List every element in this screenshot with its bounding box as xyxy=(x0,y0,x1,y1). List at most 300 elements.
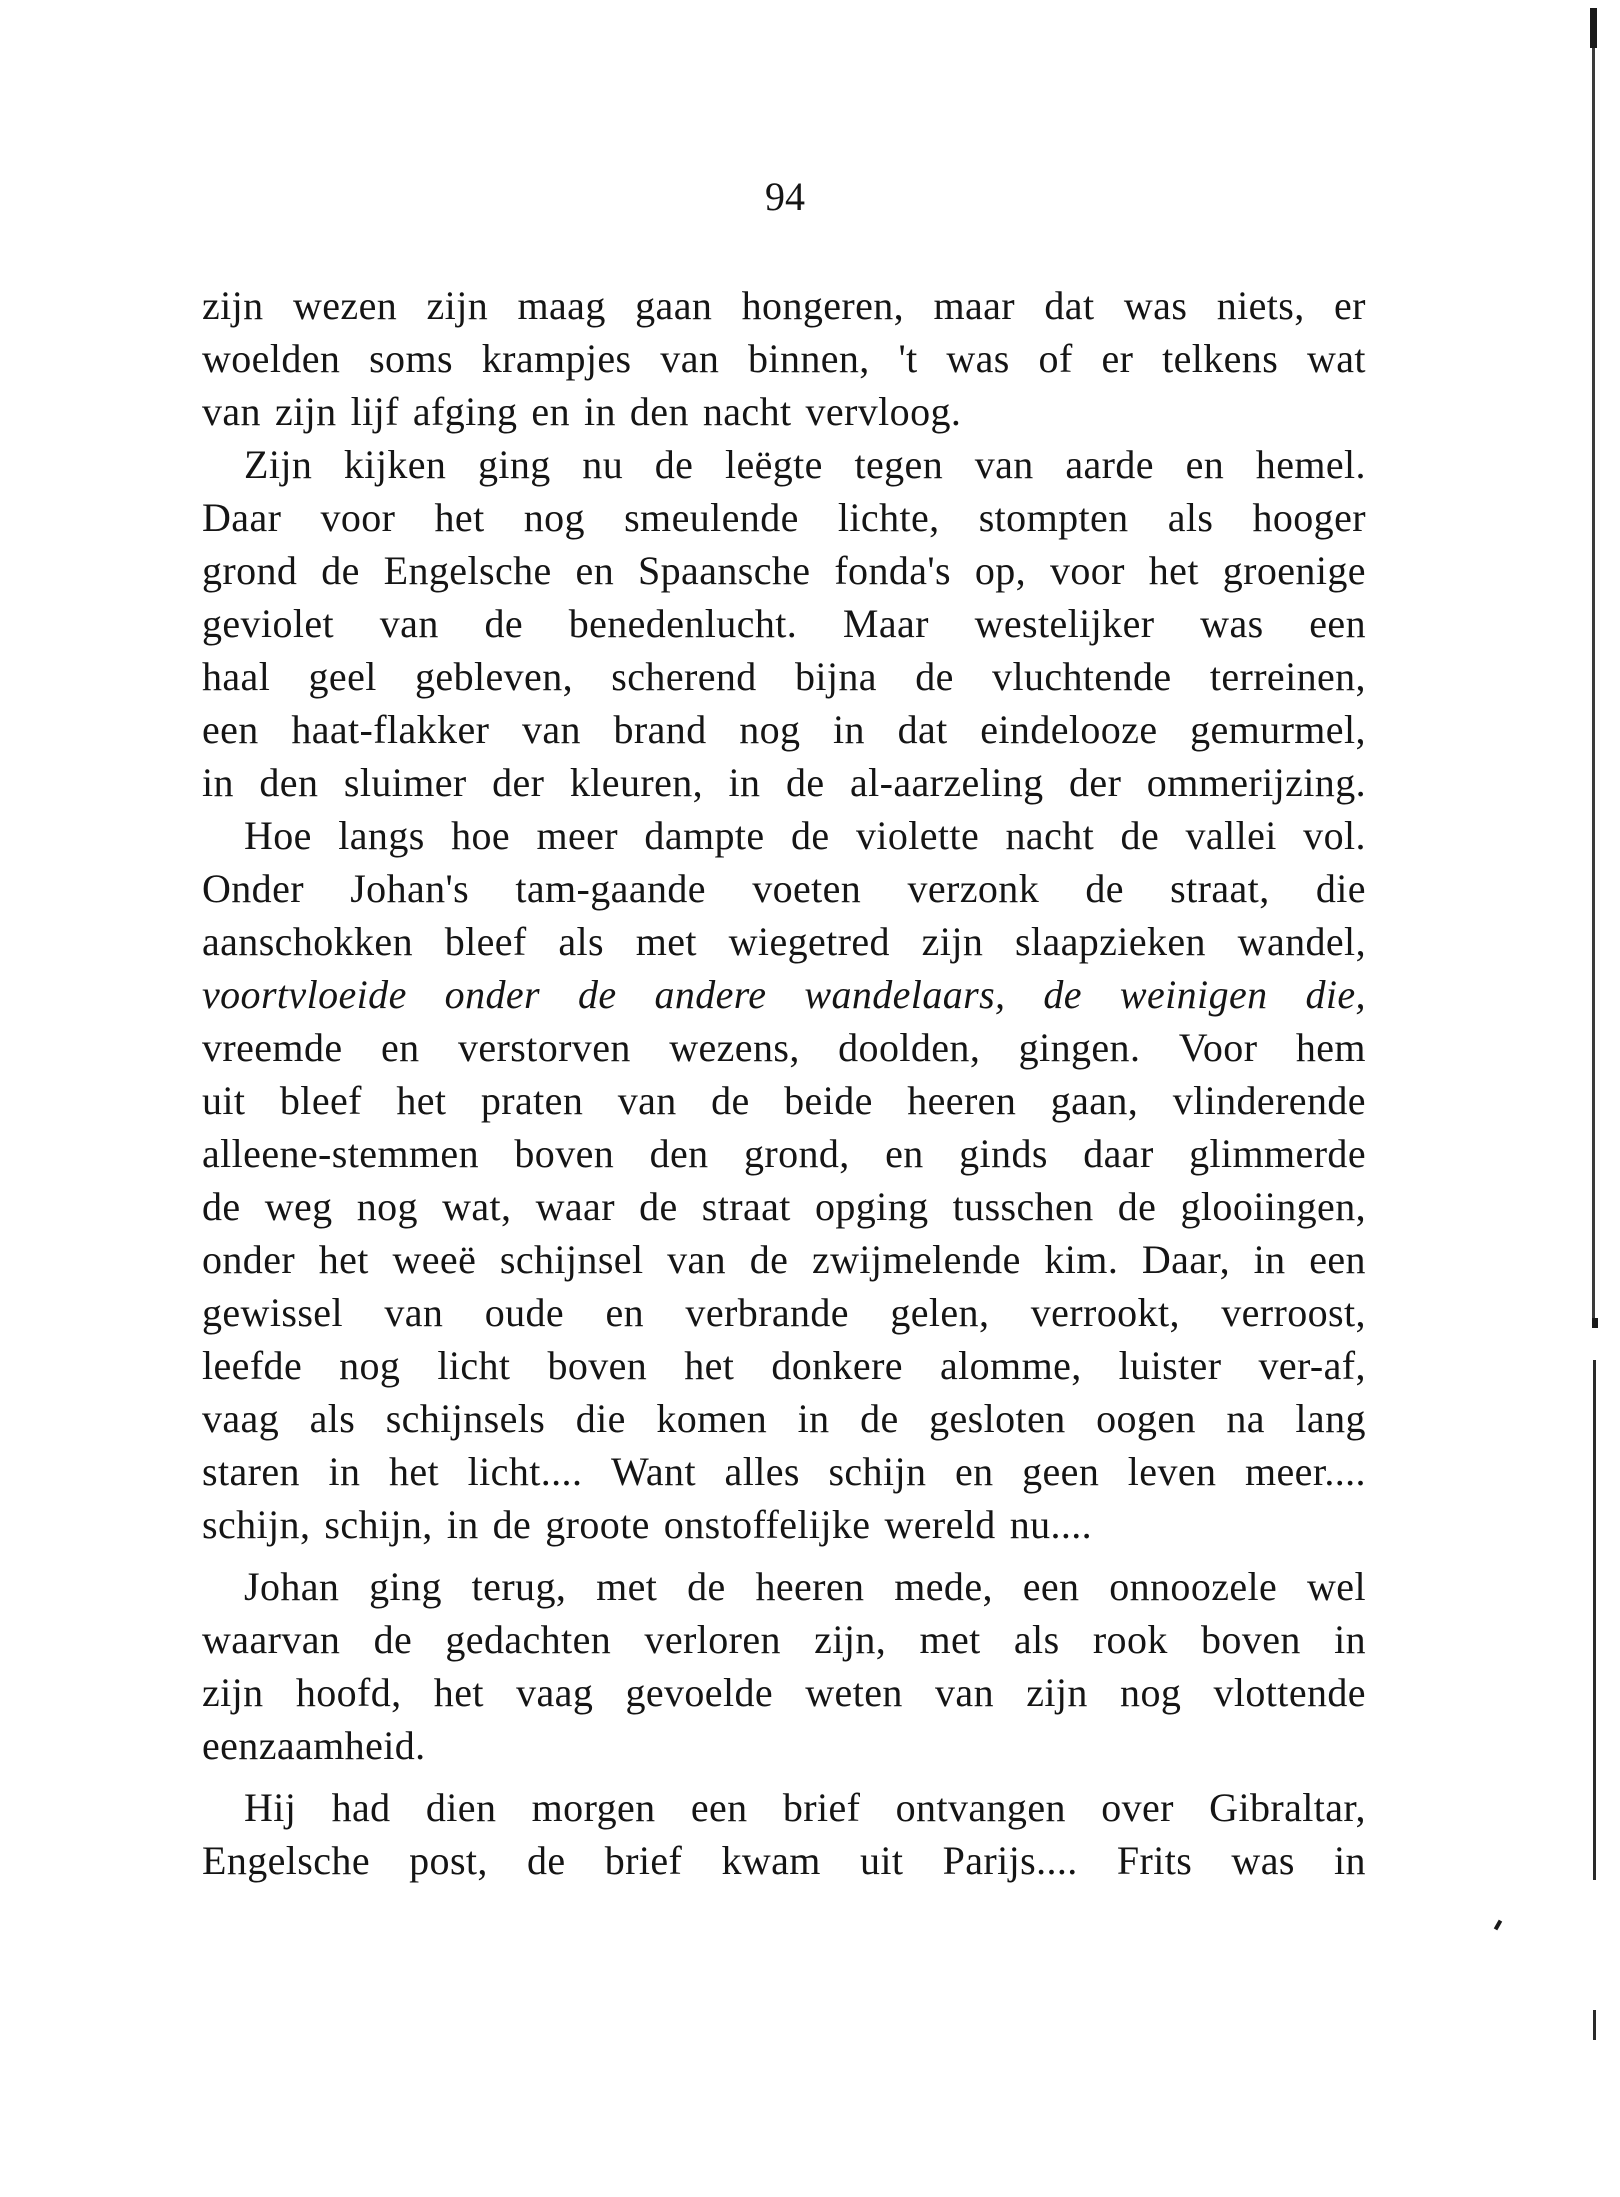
word: Engelsche xyxy=(202,1838,370,1883)
word: voor xyxy=(320,495,396,540)
text-line xyxy=(202,756,1366,809)
word: geel xyxy=(308,654,377,699)
word: alomme, xyxy=(939,1343,1082,1388)
scan-edge-mark xyxy=(1593,1360,1596,1880)
word: van xyxy=(617,1078,677,1123)
word: van xyxy=(667,1237,727,1282)
word: de xyxy=(484,601,523,646)
text-line xyxy=(202,544,1366,597)
word: niets, xyxy=(1216,283,1305,328)
text-line xyxy=(202,862,1366,915)
word: glimmerde xyxy=(1189,1131,1366,1176)
word: slaapzieken xyxy=(1014,919,1206,964)
text-line xyxy=(202,650,1366,703)
word: van xyxy=(974,442,1034,487)
word: de xyxy=(577,972,617,1017)
word: vervloog. xyxy=(805,389,962,434)
word: dat xyxy=(897,707,948,752)
word: en xyxy=(531,389,570,434)
word: of xyxy=(1038,336,1073,381)
word: Hoe xyxy=(244,813,312,858)
word: terreinen, xyxy=(1209,654,1366,699)
word: wiegetred xyxy=(728,919,890,964)
word: gedachten xyxy=(445,1617,612,1662)
word: meer xyxy=(536,813,619,858)
word: ommerijzing. xyxy=(1146,760,1366,805)
word: fonda's xyxy=(834,548,951,593)
word: voor xyxy=(1049,548,1125,593)
word: de xyxy=(915,654,954,699)
word: nog xyxy=(339,1343,401,1388)
word: schijn, xyxy=(202,1502,311,1547)
text-line xyxy=(202,597,1366,650)
word: het xyxy=(684,1343,735,1388)
word: verzonk xyxy=(907,866,1040,911)
word: haal xyxy=(202,654,271,699)
word: van xyxy=(202,389,261,434)
word: in xyxy=(202,760,234,805)
word: hoe xyxy=(451,813,511,858)
text-line xyxy=(202,1781,1366,1834)
word: bleef xyxy=(279,1078,362,1123)
word: leefde xyxy=(202,1343,303,1388)
word: aarde xyxy=(1065,442,1154,487)
word: dien xyxy=(425,1785,497,1830)
text-line xyxy=(202,1719,1366,1772)
word: Spaansche xyxy=(638,548,811,593)
text-line xyxy=(202,438,1366,491)
word: post, xyxy=(409,1838,488,1883)
text-line xyxy=(202,1613,1366,1666)
word: de xyxy=(711,1078,750,1123)
word: als xyxy=(558,919,605,964)
word: en xyxy=(1185,442,1225,487)
word: nu.... xyxy=(1009,1502,1093,1547)
word: glooiingen, xyxy=(1180,1184,1366,1229)
word: vaag xyxy=(516,1670,594,1715)
word: de xyxy=(790,813,830,858)
word: tegen xyxy=(854,442,944,487)
word: hongeren, xyxy=(741,283,905,328)
text-line xyxy=(202,491,1366,544)
word: der xyxy=(1069,760,1122,805)
word: kim. xyxy=(1044,1237,1119,1282)
word: verrookt, xyxy=(1030,1290,1180,1335)
word: boven xyxy=(547,1343,648,1388)
word: in xyxy=(1334,1838,1366,1883)
word: onstoffelijke xyxy=(663,1502,871,1547)
text-line xyxy=(202,385,1366,438)
word: donkere xyxy=(771,1343,903,1388)
word: lang xyxy=(1295,1396,1366,1441)
word: Voor xyxy=(1178,1025,1258,1070)
word: de xyxy=(373,1617,413,1662)
word: scherend xyxy=(611,654,757,699)
scan-edge-mark xyxy=(1494,1920,1502,1931)
word: ging xyxy=(369,1564,442,1609)
word: Maar xyxy=(842,601,929,646)
word: brief xyxy=(604,1838,683,1883)
word: kijken xyxy=(343,442,447,487)
word: had xyxy=(331,1785,391,1830)
word: een xyxy=(690,1785,748,1830)
word: uit xyxy=(859,1838,904,1883)
word: waar xyxy=(535,1184,615,1229)
word: licht.... xyxy=(467,1449,583,1494)
word: van xyxy=(384,1290,444,1335)
word: de xyxy=(321,548,360,593)
word: in xyxy=(328,1449,361,1494)
text-line xyxy=(202,1074,1366,1127)
word: benedenlucht. xyxy=(568,601,798,646)
word: de xyxy=(1085,866,1124,911)
word: verloren xyxy=(644,1617,781,1662)
word: lijf xyxy=(350,389,399,434)
scan-edge-mark xyxy=(1593,2010,1596,2040)
text-line xyxy=(202,1339,1366,1392)
word: verroost, xyxy=(1221,1290,1366,1335)
word: zijn xyxy=(1026,1670,1088,1715)
word: na xyxy=(1226,1396,1265,1441)
word: den xyxy=(629,389,689,434)
word: nog xyxy=(739,707,801,752)
word: Johan's xyxy=(350,866,470,911)
word: nog xyxy=(1120,1670,1182,1715)
word: Daar xyxy=(202,495,282,540)
word: boven xyxy=(514,1131,615,1176)
word: gesloten xyxy=(929,1396,1066,1441)
word: er xyxy=(1101,336,1134,381)
word: groenige xyxy=(1222,548,1366,593)
word: nog xyxy=(356,1184,418,1229)
word: leven xyxy=(1127,1449,1217,1494)
word: die xyxy=(575,1396,626,1441)
word: een xyxy=(202,707,259,752)
word: gemurmel, xyxy=(1190,707,1366,752)
word: woelden xyxy=(202,336,341,381)
word: komen xyxy=(656,1396,768,1441)
word: die xyxy=(1315,866,1366,911)
text-line xyxy=(202,1286,1366,1339)
word: de xyxy=(527,1838,566,1883)
word: hemel. xyxy=(1255,442,1366,487)
word: in xyxy=(446,1502,479,1547)
word: van xyxy=(379,601,439,646)
word: al-aarzeling xyxy=(849,760,1044,805)
word: oude xyxy=(484,1290,565,1335)
word: vlinderende xyxy=(1172,1078,1366,1123)
word: en xyxy=(575,548,615,593)
word: rook xyxy=(1092,1617,1168,1662)
word: brief xyxy=(782,1785,861,1830)
word: ging xyxy=(477,442,551,487)
word: Johan xyxy=(244,1564,340,1609)
word: tusschen xyxy=(952,1184,1094,1229)
word: zijn xyxy=(202,283,264,328)
word: heeren xyxy=(755,1564,865,1609)
word: met xyxy=(635,919,697,964)
scan-edge-mark xyxy=(1590,8,1597,48)
word: er xyxy=(1334,283,1366,328)
word: de xyxy=(639,1184,678,1229)
word: Frits xyxy=(1116,1838,1193,1883)
scan-edge-mark xyxy=(1592,8,1595,1328)
word: 't xyxy=(898,336,918,381)
word: verbrande xyxy=(685,1290,849,1335)
text-line xyxy=(202,279,1366,332)
word: vluchtende xyxy=(992,654,1172,699)
word: de xyxy=(1120,813,1160,858)
word: geen xyxy=(1022,1449,1100,1494)
word: Onder xyxy=(202,866,304,911)
word: haat-flakker xyxy=(291,707,490,752)
word: soms xyxy=(369,336,453,381)
word: een xyxy=(1309,1237,1366,1282)
word: de xyxy=(654,442,694,487)
word: het xyxy=(389,1449,440,1494)
word: geviolet xyxy=(202,601,335,646)
word: vallei xyxy=(1185,813,1277,858)
word: eindelooze xyxy=(980,707,1158,752)
word: en xyxy=(605,1290,645,1335)
word: alles xyxy=(724,1449,800,1494)
text-line xyxy=(202,1127,1366,1180)
word: straat xyxy=(701,1184,791,1229)
word: wat xyxy=(1306,336,1366,381)
word: wat, xyxy=(442,1184,512,1229)
word: de xyxy=(1117,1184,1157,1229)
word: gaan xyxy=(635,283,713,328)
word: vaag xyxy=(202,1396,280,1441)
word: hooger xyxy=(1252,495,1366,540)
word: in xyxy=(797,1396,830,1441)
word: hoofd, xyxy=(295,1670,402,1715)
word: wel xyxy=(1307,1564,1366,1609)
word: gewissel xyxy=(202,1290,343,1335)
word: de xyxy=(687,1564,726,1609)
word: zijn, xyxy=(814,1617,887,1662)
word: weinigen xyxy=(1119,972,1268,1017)
word: westelijker xyxy=(974,601,1155,646)
word: licht xyxy=(437,1343,511,1388)
word: mede, xyxy=(894,1564,993,1609)
word: waarvan xyxy=(202,1617,341,1662)
word: weten xyxy=(805,1670,903,1715)
word: voortvloeide xyxy=(202,972,407,1017)
word: langs xyxy=(338,813,425,858)
word: andere xyxy=(654,972,767,1017)
word: hem xyxy=(1295,1025,1366,1070)
word: bleef xyxy=(444,919,527,964)
word: was xyxy=(1200,601,1264,646)
word: nog xyxy=(523,495,585,540)
word: nu xyxy=(582,442,624,487)
word: ver-af, xyxy=(1258,1343,1366,1388)
word: van xyxy=(521,707,581,752)
word: afging xyxy=(412,389,518,434)
word: het xyxy=(433,1670,484,1715)
word: de xyxy=(202,1184,241,1229)
word: wezen xyxy=(292,283,398,328)
text-line xyxy=(202,968,1366,1021)
word: zwijmelende xyxy=(811,1237,1021,1282)
word: in xyxy=(1253,1237,1286,1282)
word: staren xyxy=(202,1449,300,1494)
word: Hij xyxy=(244,1785,297,1830)
word: wandel, xyxy=(1237,919,1366,964)
word: de xyxy=(749,1237,789,1282)
word: met xyxy=(596,1564,658,1609)
word: zijn xyxy=(202,1670,264,1715)
word: ginds xyxy=(959,1131,1048,1176)
word: onder xyxy=(444,972,540,1017)
word: luister xyxy=(1118,1343,1222,1388)
word: aanschokken xyxy=(202,919,413,964)
body-text xyxy=(202,279,1366,1887)
word: schijnsels xyxy=(385,1396,546,1441)
word: gebleven, xyxy=(415,654,574,699)
word: schijnsel xyxy=(499,1237,644,1282)
word: schijn, xyxy=(324,1502,433,1547)
word: leëgte xyxy=(724,442,823,487)
word: maag xyxy=(517,283,606,328)
word: de xyxy=(1043,972,1082,1017)
word: de xyxy=(492,1502,532,1547)
word: dat xyxy=(1044,283,1095,328)
word: eenzaamheid. xyxy=(202,1723,426,1768)
word: oogen xyxy=(1096,1396,1196,1441)
word: de xyxy=(860,1396,899,1441)
word: van xyxy=(935,1670,994,1715)
text-line xyxy=(202,1021,1366,1074)
word: violette xyxy=(855,813,980,858)
text-line xyxy=(202,703,1366,756)
text-line xyxy=(202,332,1366,385)
word: groote xyxy=(545,1502,650,1547)
word: en xyxy=(380,1025,420,1070)
word: voeten xyxy=(752,866,862,911)
word: daar xyxy=(1083,1131,1154,1176)
text-line xyxy=(202,1834,1366,1887)
word: vreemde xyxy=(202,1025,343,1070)
word: onder xyxy=(202,1237,296,1282)
word: dampte xyxy=(644,813,765,858)
word: lichte, xyxy=(837,495,940,540)
word: brand xyxy=(613,707,707,752)
word: als xyxy=(309,1396,356,1441)
word: met xyxy=(919,1617,981,1662)
word: terug, xyxy=(471,1564,567,1609)
word: verstorven xyxy=(457,1025,631,1070)
word: Gibraltar, xyxy=(1209,1785,1366,1830)
word: en xyxy=(885,1131,924,1176)
word: die, xyxy=(1305,972,1366,1017)
word: in xyxy=(583,389,616,434)
word: als xyxy=(1013,1617,1060,1662)
word: Engelsche xyxy=(383,548,552,593)
word: en xyxy=(954,1449,994,1494)
word: stompten xyxy=(978,495,1129,540)
word: heeren xyxy=(907,1078,1017,1123)
word: meer.... xyxy=(1245,1449,1366,1494)
word: het xyxy=(396,1078,447,1123)
text-line xyxy=(202,1560,1366,1613)
word: alleene-stemmen xyxy=(202,1131,479,1176)
word: gevoelde xyxy=(625,1670,774,1715)
word: praten xyxy=(480,1078,584,1123)
word: der xyxy=(492,760,545,805)
text-line xyxy=(202,1233,1366,1286)
word: bijna xyxy=(794,654,877,699)
word: wereld xyxy=(884,1502,996,1547)
word: sluimer xyxy=(343,760,467,805)
word: morgen xyxy=(531,1785,656,1830)
scan-edge-mark xyxy=(1592,1318,1598,1328)
word: nacht xyxy=(1005,813,1095,858)
word: vol. xyxy=(1303,813,1366,858)
word: over xyxy=(1101,1785,1174,1830)
word: binnen, xyxy=(748,336,870,381)
word: grond, xyxy=(743,1131,850,1176)
word: gingen. xyxy=(1018,1025,1141,1070)
word: doolden, xyxy=(838,1025,981,1070)
word: in xyxy=(728,760,761,805)
word: was xyxy=(1123,283,1188,328)
word: boven xyxy=(1201,1617,1301,1662)
word: kleuren, xyxy=(569,760,704,805)
word: den xyxy=(649,1131,709,1176)
word: uit xyxy=(202,1078,246,1123)
word: van xyxy=(660,336,720,381)
word: tam-gaande xyxy=(515,866,706,911)
word: nacht xyxy=(702,389,792,434)
word: gelen, xyxy=(890,1290,990,1335)
word: weg xyxy=(264,1184,333,1229)
word: het xyxy=(318,1237,369,1282)
word: Zijn xyxy=(244,442,313,487)
word: als xyxy=(1167,495,1214,540)
word: maar xyxy=(933,283,1016,328)
word: onnoozele xyxy=(1109,1564,1278,1609)
text-line xyxy=(202,1666,1366,1719)
word: wezens, xyxy=(669,1025,800,1070)
word: zijn xyxy=(921,919,984,964)
word: straat, xyxy=(1170,866,1270,911)
text-line xyxy=(202,1445,1366,1498)
word: op, xyxy=(974,548,1027,593)
word: vlottende xyxy=(1213,1670,1366,1715)
word: ontvangen xyxy=(895,1785,1066,1830)
word: telkens xyxy=(1162,336,1279,381)
word: Parijs.... xyxy=(942,1838,1078,1883)
text-line xyxy=(202,915,1366,968)
word: den xyxy=(259,760,319,805)
word: het xyxy=(434,495,485,540)
word: opging xyxy=(814,1184,929,1229)
word: Daar, xyxy=(1141,1237,1230,1282)
word: zijn xyxy=(426,283,489,328)
word: weeë xyxy=(392,1237,477,1282)
word: schijn xyxy=(828,1449,927,1494)
word: kwam xyxy=(721,1838,821,1883)
word: gaan, xyxy=(1050,1078,1139,1123)
word: een xyxy=(1022,1564,1080,1609)
text-line xyxy=(202,1392,1366,1445)
text-line xyxy=(202,1180,1366,1233)
word: grond xyxy=(202,548,298,593)
word: in xyxy=(1334,1617,1366,1662)
word: Want xyxy=(610,1449,696,1494)
